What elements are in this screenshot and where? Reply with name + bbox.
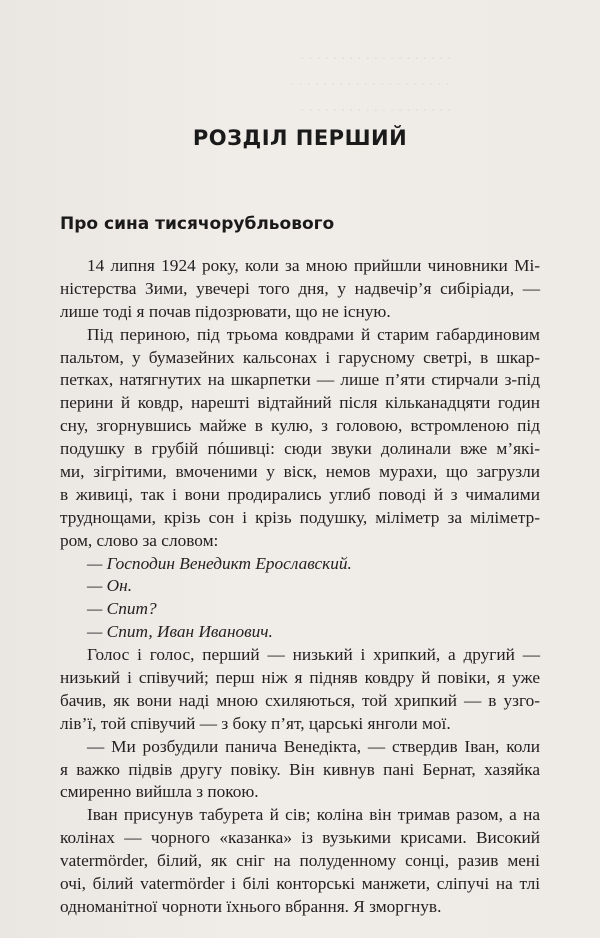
text-line: — Спит? xyxy=(87,599,157,619)
text-line: труднощами, крізь сон і крізь подушку, міліметр за міліметр- xyxy=(60,507,540,527)
bleed-through-text: · · · · · · · · · · · · · · · · · · · xyxy=(300,52,452,67)
text-line: одноманітної чорноти їхнього вбрання. Я зморгнув. xyxy=(60,896,442,916)
text-line: сну, згорнувшись майже в кулю, з головою, встромленою під xyxy=(60,416,540,436)
text-line: — Ми розбудили панича Венедікта, — ствердив Іван, коли xyxy=(87,736,540,756)
bleed-through-text: · · · · · · · · · · · · · · · · · · · · xyxy=(290,78,450,93)
text-line: — Он. xyxy=(87,576,133,596)
text-line: низький і співучий; перш ніж я підняв ковдру й повіки, я уже xyxy=(60,668,540,688)
text-line: ністерства Зими, увечері того дня, у надвечір’я сибіріади, — xyxy=(60,278,540,298)
text-line: ром, слово за словом: xyxy=(60,530,219,550)
text-line: лів’ї, той співучий — з боку п’ят, царські янголи мої. xyxy=(60,713,451,733)
chapter-title: РОЗДІЛ ПЕРШИЙ xyxy=(192,126,408,150)
text-line: пальтом, у бумазейних кальсонах і гарусному светрі, в шкар- xyxy=(60,347,540,367)
text-line: в живиці, так і вони продирались углиб поводі й з чималими xyxy=(60,484,540,504)
section-title: Про сина тисячорубльового xyxy=(60,214,335,234)
text-line: — Спит, Иван Иванович. xyxy=(87,622,273,642)
text-line: ми, зігрітими, вмоченими у віск, немов мурахи, що загрузли xyxy=(60,462,540,482)
text-line: колінах — чорного «казанка» із вузькими крисами. Високий xyxy=(60,828,540,848)
text-line: — Господин Венедикт Ерославский. xyxy=(87,553,352,573)
text-line: я важко підвів другу повіку. Він кивнув пані Бернат, хазяйка xyxy=(60,759,540,779)
text-line: Голос і голос, перший — низький і хрипкий, а другий — xyxy=(87,645,540,665)
chapter-body-text xyxy=(60,255,540,919)
text-line: Під периною, під трьома ковдрами й старим габардиновим xyxy=(87,324,540,344)
text-line: бачив, як вони наді мною схиляються, той хрипкий — в узго- xyxy=(60,690,540,710)
text-line: лише тоді я почав підозрювати, що не існую. xyxy=(60,301,391,321)
text-line: Іван присунув табурета й сів; коліна він тримав разом, а на xyxy=(87,805,540,825)
text-line: петках, натягнутих на шкарпетки — лише п’яти стирчали з-під xyxy=(60,370,540,390)
text-line: смиренно вийшла з покою. xyxy=(60,782,259,802)
text-line: vatermörder, білий, як сніг на полуденному сонці, разив мені xyxy=(60,851,540,871)
text-line: подушку в грубій пóшивці: сюди звуки долинали вже м’які- xyxy=(60,439,540,459)
text-line: перини й ковдр, нарешті відтайний після кільканадцяти годин xyxy=(60,393,540,413)
bleed-through-text: · · · · · · · · · · · · · · · · · · · xyxy=(300,104,452,119)
text-line: 14 липня 1924 року, коли за мною прийшли чиновники Мі- xyxy=(87,256,540,275)
text-line: очі, білий vatermörder і білі конторські манжети, сліпучі на тлі xyxy=(60,874,540,894)
